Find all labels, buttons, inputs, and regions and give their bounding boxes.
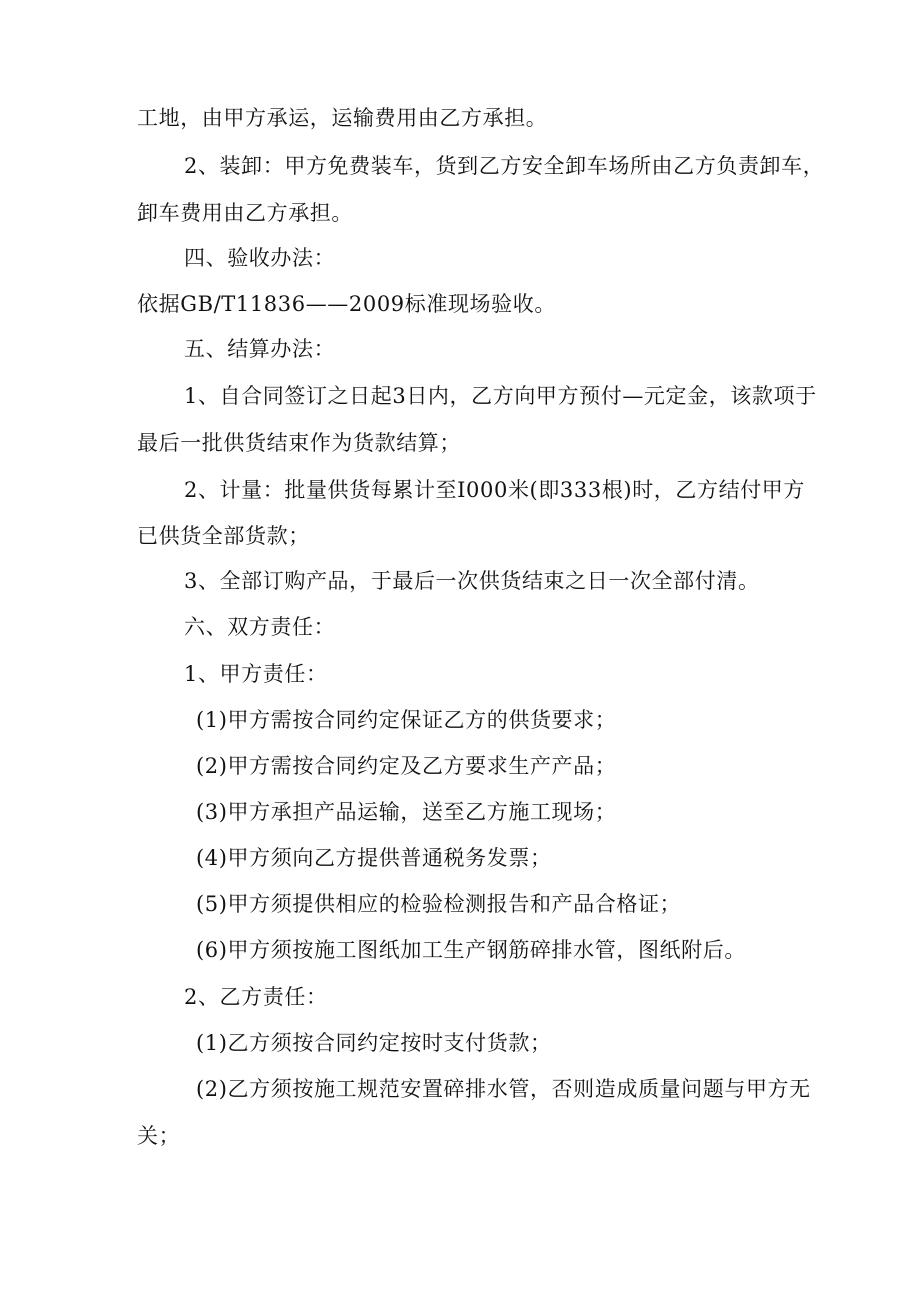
list-item: (6)甲方须按施工图纸加工生产钢筋碎排水管，图纸附后。 <box>196 938 746 962</box>
paragraph-line: 1、自合同签订之日起3日内，乙方向甲方预付—元定金，该款项于 <box>184 384 817 408</box>
list-item: (3)甲方承担产品运输，送至乙方施工现场； <box>196 800 617 824</box>
list-item: (1)甲方需按合同约定保证乙方的供货要求； <box>196 708 617 732</box>
paragraph-line: 最后一批供货结束作为货款结算； <box>137 431 461 455</box>
paragraph-line: 2、装卸：甲方免费装车，货到乙方安全卸车场所由乙方负责卸车， <box>184 154 825 178</box>
paragraph-line: 工地，由甲方承运，运输费用由乙方承担。 <box>137 106 548 130</box>
paragraph-line: 卸车费用由乙方承担。 <box>137 201 353 225</box>
paragraph-line: 3、全部订购产品，于最后一次供货结束之日一次全部付清。 <box>184 569 760 593</box>
section-heading: 四、验收办法： <box>184 246 336 270</box>
paragraph-line: 2、计量：批量供货每累计至I000米(即333根)时，乙方结付甲方 <box>184 478 806 502</box>
paragraph-line: 关； <box>137 1124 181 1148</box>
list-item: (2)甲方需按合同约定及乙方要求生产产品； <box>196 754 617 778</box>
paragraph-line: 依据GB/T11836——2009标准现场验收。 <box>137 292 556 316</box>
paragraph-line: 已供货全部货款； <box>137 524 310 548</box>
list-item: (1)乙方须按合同约定按时支付货款； <box>196 1031 552 1055</box>
subsection-heading: 1、甲方责任： <box>184 662 328 686</box>
list-item: (4)甲方须向乙方提供普通税务发票； <box>196 846 552 870</box>
section-heading: 六、双方责任： <box>184 615 336 639</box>
list-item: (5)甲方须提供相应的检验检测报告和产品合格证； <box>196 892 682 916</box>
section-heading: 五、结算办法： <box>184 337 336 361</box>
subsection-heading: 2、乙方责任： <box>184 985 328 1009</box>
list-item: (2)乙方须按施工规范安置碎排水管，否则造成质量问题与甲方无 <box>196 1077 811 1101</box>
